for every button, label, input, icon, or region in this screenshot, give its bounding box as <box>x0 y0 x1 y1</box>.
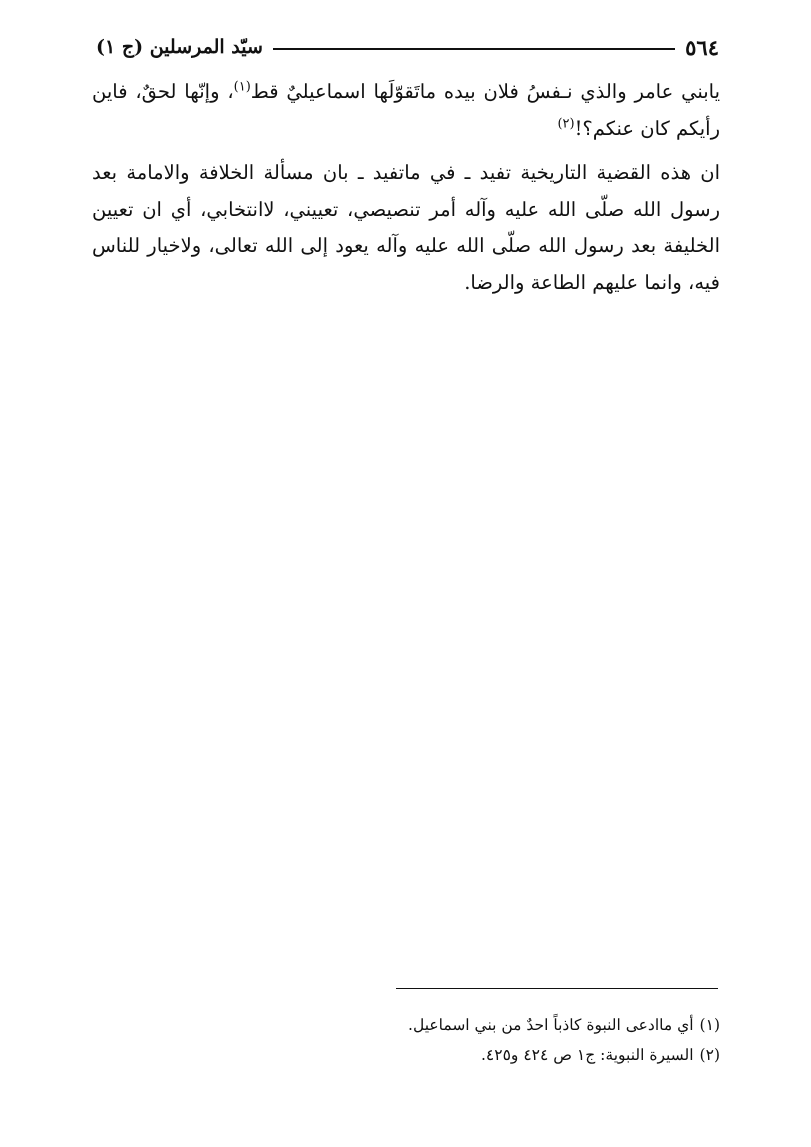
running-title: سيّد المرسلين (ج ١) <box>96 36 263 58</box>
paragraph-1-text-a: يابني عامر والذي نـفسُ فلان بيده ماتَقوّلَها اسماعيليٌ قط <box>250 80 721 103</box>
paragraph-1 <box>92 74 720 147</box>
footnote-2 <box>300 1040 720 1070</box>
footnote-1 <box>300 1010 720 1040</box>
body-text <box>92 74 720 309</box>
footnote-ref-1: (١) <box>233 79 251 95</box>
footnote-1-text: أي ماادعى النبوة كاذباً احدٌ من بني اسماعيل. <box>408 1016 694 1034</box>
footnote-2-number: (٢) <box>699 1046 720 1064</box>
footnote-ref-2: (٢) <box>557 116 575 131</box>
paragraph-1-text-b: ، وإنّها لحقٌ، فاين رأيكم كان عنكم؟! <box>92 80 720 140</box>
footnote-2-text: السيرة النبوية: ج١ ص ٤٢٤ و٤٢٥. <box>480 1046 694 1064</box>
footnote-1-number: (١) <box>699 1016 720 1034</box>
page-number: ٥٦٤ <box>685 34 719 60</box>
header-rule <box>273 48 675 50</box>
footnote-separator <box>396 988 718 989</box>
page-header <box>96 30 719 64</box>
paragraph-2: ان هذه القضية التاريخية تفيد ـ في ماتفيد ـ بان مسألة الخلافة والامامة بعد رسول الله صلّى الله عليه وآله أمر تنصيصي، تعييني، لاانتخابي، أي ان تعيين الخليفة بعد رسول الله صلّى الله عليه وآله يعود إلى الله تعالى، ولاخيار للناس فيه، وانما عليهم الطاعة والرضا. <box>92 161 720 294</box>
footnotes <box>300 1010 720 1070</box>
